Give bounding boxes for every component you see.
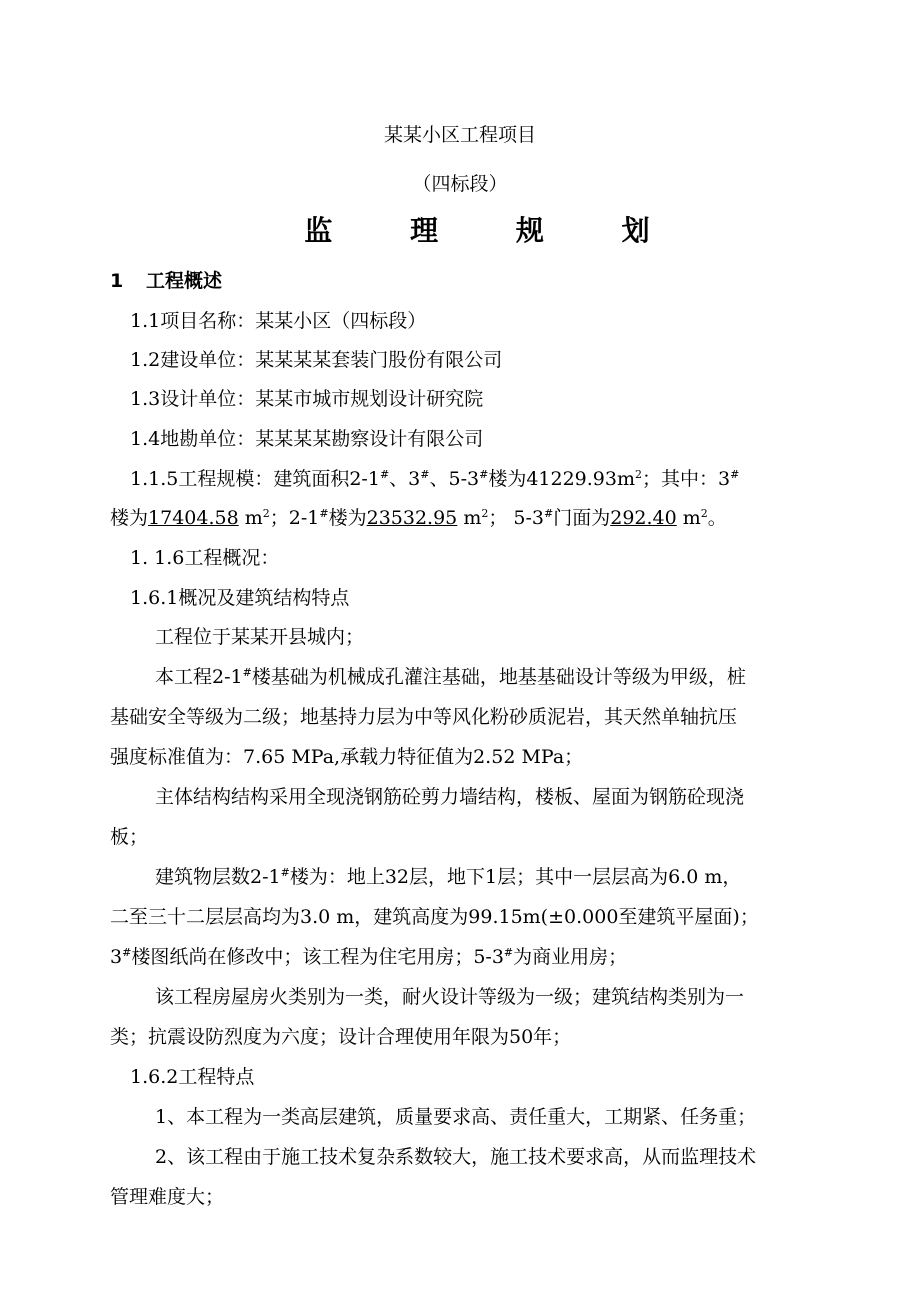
area-value: 292.40: [610, 507, 677, 529]
hash-mark: #: [122, 946, 132, 959]
hash-mark: #: [503, 946, 514, 959]
heading-text: 工程概述: [146, 270, 223, 292]
text: 、3: [389, 468, 421, 490]
text: 楼为41229.93m: [488, 468, 635, 490]
text: 3: [110, 946, 123, 968]
document-title: 监 理 规 划: [304, 214, 684, 247]
item-designer: 1.3设计单位：某某市城市规划设计研究院: [130, 388, 484, 410]
square-mark: 2: [262, 507, 270, 520]
paragraph-floors-line1: [155, 864, 832, 890]
item-owner: 1.2建设单位：某某某某套装门股份有限公司: [130, 349, 503, 371]
project-title: 某某小区工程项目: [383, 124, 536, 146]
paragraph-floors-line2: 二至三十二层层高均为3.0 m，建筑高度为99.15m(±0.000至建筑平屋面)；: [110, 906, 759, 928]
text: 楼为: [110, 507, 149, 529]
area-value: 17404.58: [148, 507, 239, 529]
paragraph-structure-line1: 主体结构结构采用全现浇钢筋砼剪力墙结构，楼板、屋面为钢筋砼现浇: [155, 786, 745, 808]
square-mark: 2: [700, 507, 708, 520]
text: 为商业用房；: [513, 946, 628, 968]
text: 楼图纸尚在修改中；该工程为住宅用房；5-3: [131, 946, 504, 968]
text: 本工程2-1: [155, 666, 243, 688]
text: ；其中：3: [642, 468, 731, 490]
paragraph-floors-line3: [110, 944, 832, 970]
hash-mark: #: [420, 468, 430, 481]
item-structure-heading: 1.6.1概况及建筑结构特点: [130, 587, 350, 609]
text: 建筑物层数2-1: [155, 866, 281, 888]
section-subtitle: （四标段）: [412, 173, 508, 195]
text: 、5-3: [429, 468, 480, 490]
paragraph-structure-line2: 板；: [110, 826, 149, 848]
feature-1: 1、本工程为一类高层建筑，质量要求高、责任重大，工期紧、任务重；: [155, 1106, 757, 1128]
hash-mark: #: [319, 507, 329, 520]
area-value: 23532.95: [366, 507, 458, 529]
paragraph-foundation-line1: [155, 664, 832, 690]
paragraph-fire-line1: 该工程房屋房火类别为一类，耐火设计等级为一级；建筑结构类别为一: [155, 986, 745, 1008]
paragraph-foundation-line2: 基础安全等级为二级；地基持力层为中等风化粉砂质泥岩，其天然单轴抗压: [110, 706, 738, 728]
item-overview-heading: 1. 1.6工程概况：: [130, 547, 280, 569]
text: 1.1.5工程规模：建筑面积2-1: [130, 468, 380, 490]
square-mark: 2: [481, 507, 489, 520]
text: 门面为: [553, 507, 611, 529]
text: 楼基础为机械成孔灌注基础，地基基础设计等级为甲级，桩: [251, 666, 746, 688]
feature-2-line2: 管理难度大；: [110, 1186, 225, 1208]
text: ；2-1: [269, 507, 320, 529]
square-mark: 2: [635, 468, 642, 481]
heading-number: 1: [110, 270, 124, 292]
heading-overview: [110, 268, 832, 294]
text: 楼为：地上32层，地下1层；其中一层层高为6.0 m，: [289, 866, 742, 888]
hash-mark: #: [280, 866, 290, 879]
hash-mark: #: [242, 666, 252, 679]
item-survey: 1.4地勘单位：某某某某勘察设计有限公司: [130, 428, 484, 450]
text: 楼为: [328, 507, 367, 529]
hash-mark: #: [479, 468, 489, 481]
text: ； 5-3: [488, 507, 544, 529]
paragraph-foundation-line3: 强度标准值为：7.65 MPa,承载力特征值为2.52 MPa；: [110, 746, 584, 768]
item-scale-line1: [130, 466, 832, 492]
feature-2-line1: 2、该工程由于施工技术复杂系数较大，施工技术要求高，从而监理技术: [155, 1146, 757, 1168]
text: m: [244, 507, 263, 529]
paragraph-location: 工程位于某某开县城内；: [155, 626, 365, 648]
text: m: [463, 507, 482, 529]
hash-mark: #: [730, 468, 740, 481]
hash-mark: #: [544, 507, 554, 520]
item-project-name: 1.1项目名称：某某小区（四标段）: [130, 310, 427, 332]
hash-mark: #: [379, 468, 390, 481]
text: 。: [707, 507, 727, 529]
text: m: [682, 507, 701, 529]
paragraph-fire-line2: 类；抗震设防烈度为六度；设计合理使用年限为50年；: [110, 1026, 572, 1048]
item-features-heading: 1.6.2工程特点: [130, 1066, 255, 1088]
item-scale-line2: [110, 505, 832, 531]
